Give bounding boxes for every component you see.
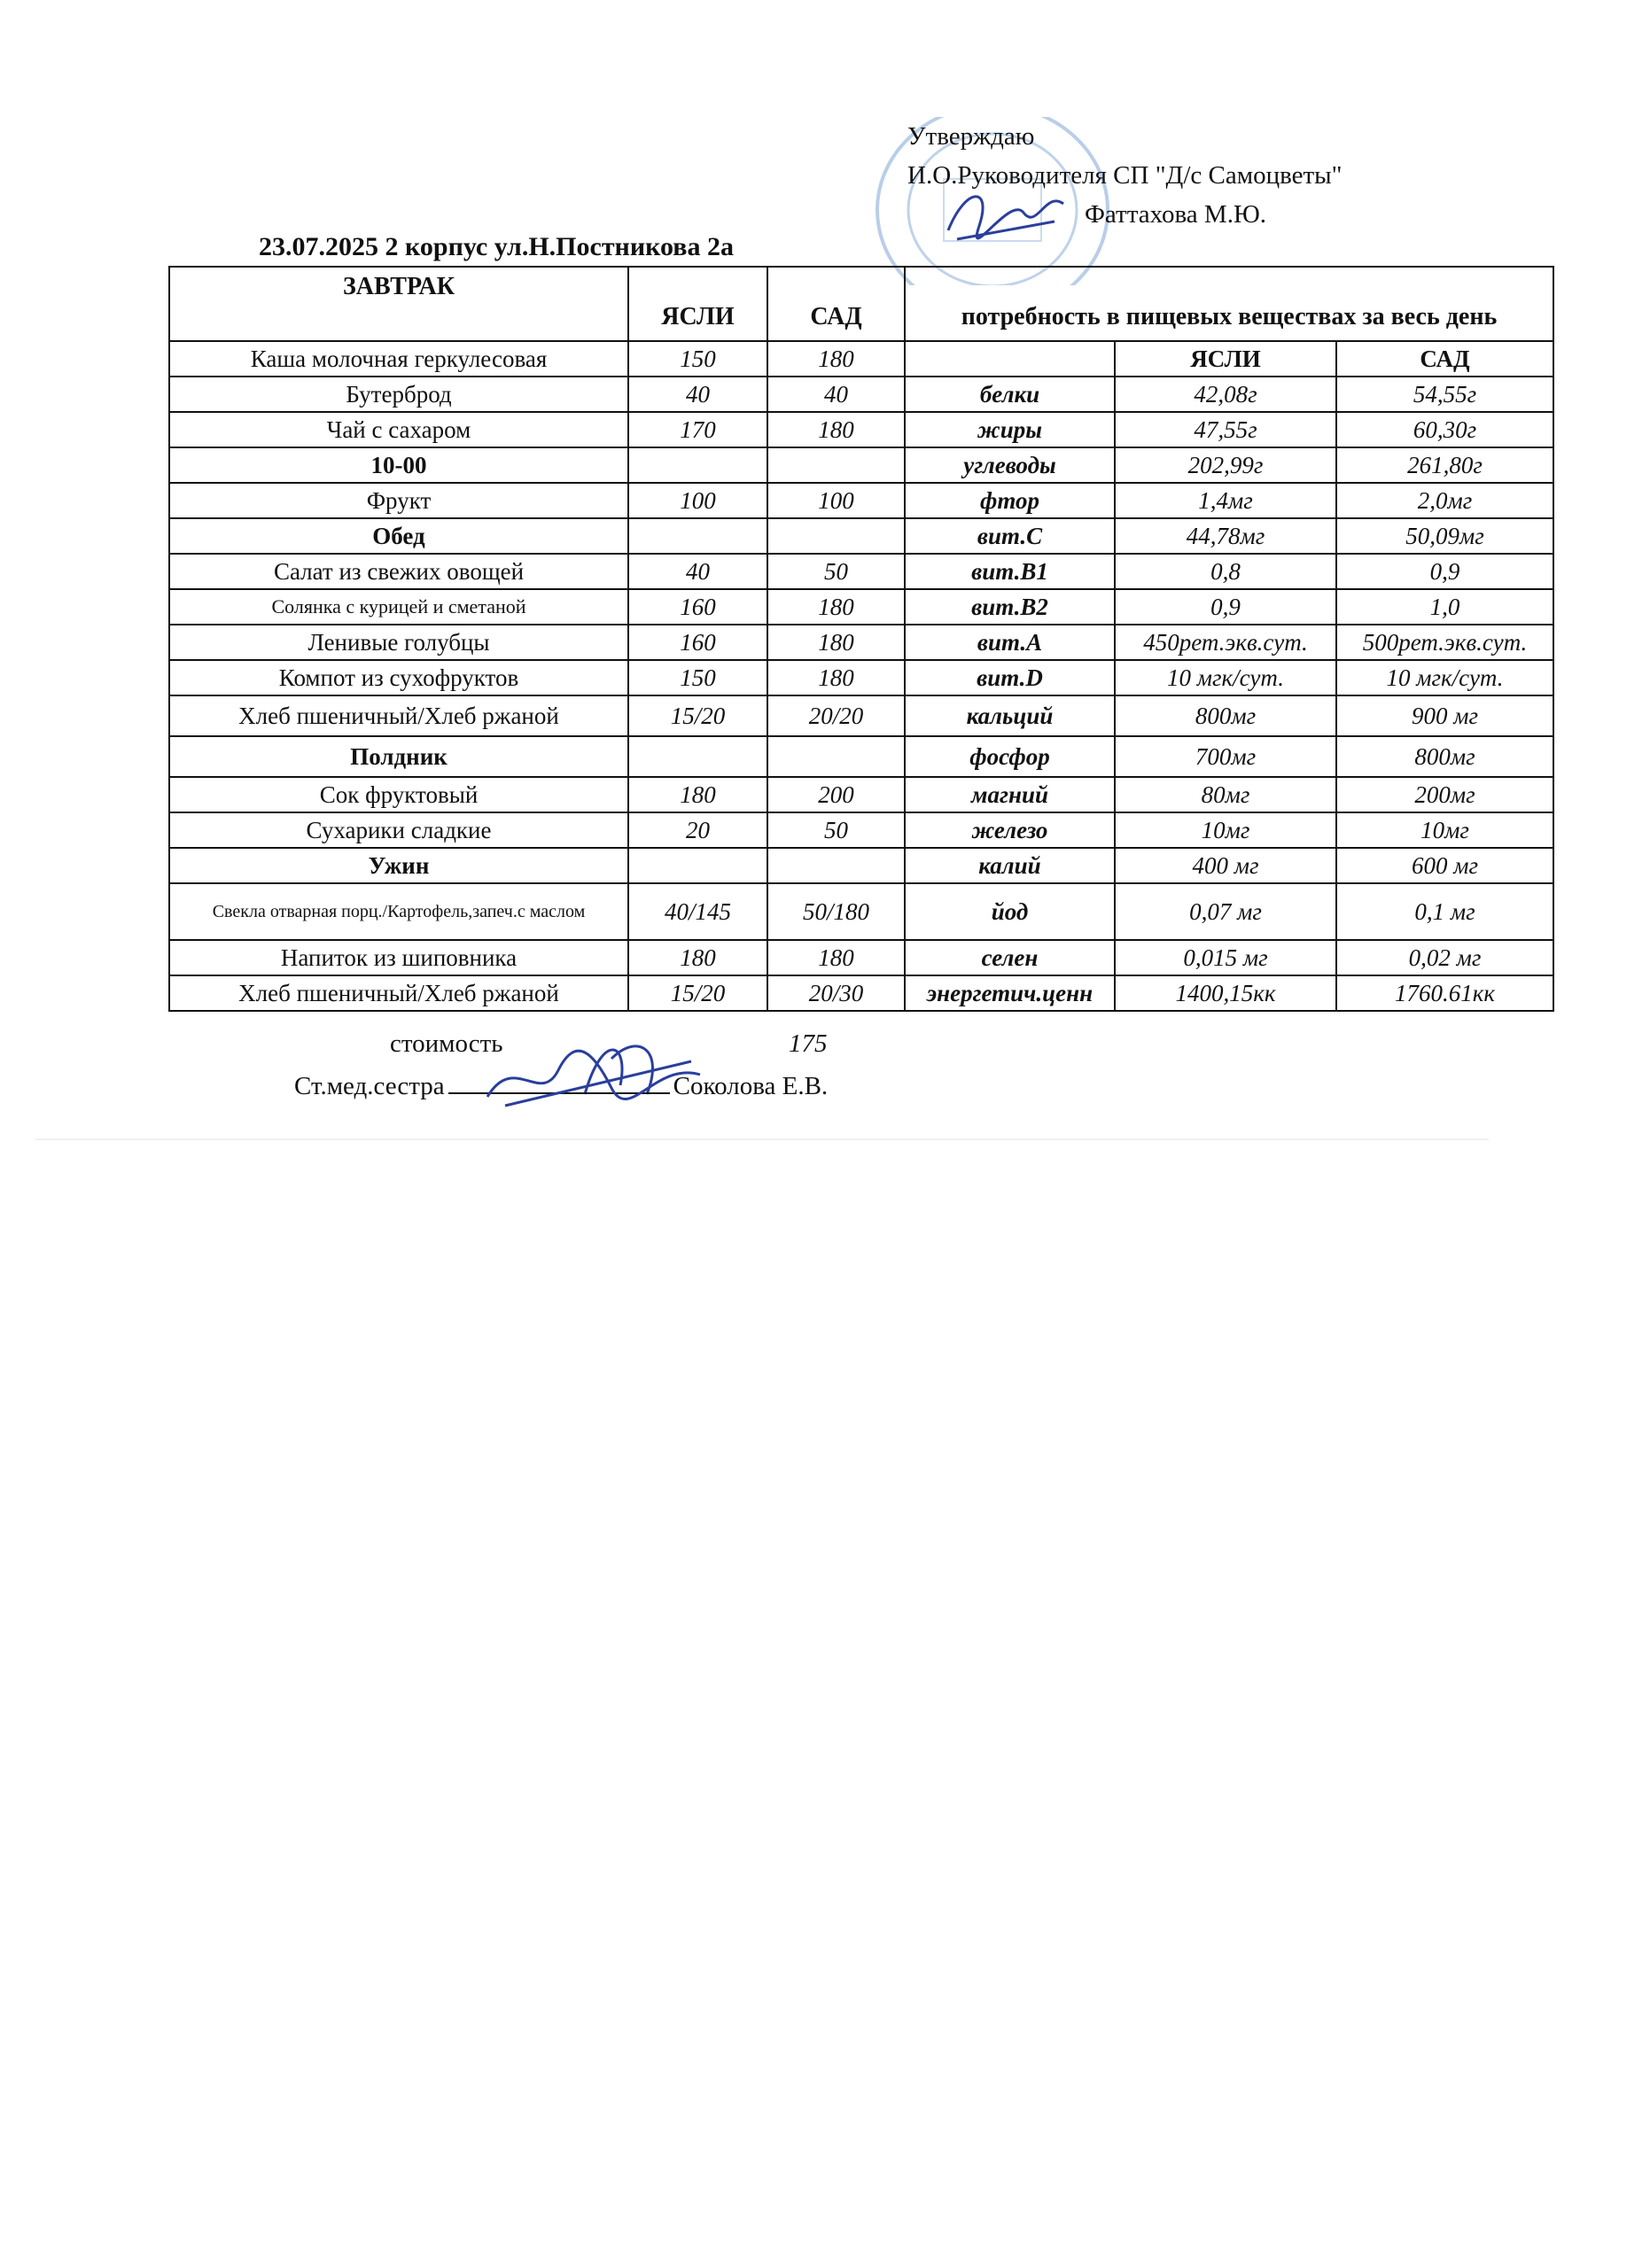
nutrient-garden-cell: 0,9 (1336, 554, 1553, 589)
nutrient-nursery-cell: 400 мг (1115, 848, 1336, 883)
nutrient-nursery-cell: 700мг (1115, 736, 1336, 777)
nutrient-cell: калий (905, 848, 1115, 883)
nutrient-garden-cell: 261,80г (1336, 447, 1553, 483)
nursery-cell: 150 (628, 341, 767, 377)
table-row (169, 660, 1553, 695)
dish-cell: Ленивые голубцы (169, 625, 628, 660)
approval-line2: И.О.Руководителя СП "Д/с Самоцветы" (907, 161, 1343, 190)
nurse-label: Ст.мед.сестра (294, 1072, 445, 1100)
nutrient-garden-cell: 10мг (1336, 812, 1553, 848)
nursery-cell: 40/145 (628, 883, 767, 940)
nursery-cell: 20 (628, 812, 767, 848)
table-row (169, 736, 1553, 777)
nutrient-nursery-cell: 10мг (1115, 812, 1336, 848)
page-title: 23.07.2025 2 корпус ул.Н.Постникова 2а (259, 232, 734, 261)
nutrient-cell: селен (905, 940, 1115, 975)
nutrient-nursery-cell: 42,08г (1115, 377, 1336, 412)
nursery-cell: 100 (628, 483, 767, 518)
nutrient-garden-cell: 200мг (1336, 777, 1553, 812)
header-needs: потребность в пищевых веществах за весь день (905, 267, 1553, 341)
nursery-cell: 40 (628, 554, 767, 589)
dish-cell: Бутерброд (169, 377, 628, 412)
nurse-signature (479, 1044, 709, 1115)
dish-cell: Обед (169, 518, 628, 554)
nutrient-nursery-cell: 0,8 (1115, 554, 1336, 589)
nutrient-garden-cell: 50,09мг (1336, 518, 1553, 554)
table-row (169, 483, 1553, 518)
nursery-cell: 15/20 (628, 695, 767, 736)
garden-cell: 50/180 (767, 883, 905, 940)
nutrient-nursery-cell: 1,4мг (1115, 483, 1336, 518)
nursery-cell: 180 (628, 940, 767, 975)
nutrient-nursery-cell: 10 мгк/сут. (1115, 660, 1336, 695)
table-header-row (169, 267, 1553, 341)
nutrient-cell: фтор (905, 483, 1115, 518)
garden-cell: 100 (767, 483, 905, 518)
dish-cell: Чай с сахаром (169, 412, 628, 447)
cost-value: 175 (789, 1029, 828, 1058)
approval-line1: Утверждаю (907, 122, 1035, 151)
nutrient-nursery-cell: 0,015 мг (1115, 940, 1336, 975)
dish-cell: Сок фруктовый (169, 777, 628, 812)
nursery-cell: 160 (628, 589, 767, 625)
table-row (169, 412, 1553, 447)
nursery-cell (628, 848, 767, 883)
dish-cell: Хлеб пшеничный/Хлеб ржаной (169, 975, 628, 1011)
nursery-cell: 160 (628, 625, 767, 660)
nutrient-cell: железо (905, 812, 1115, 848)
garden-cell: 180 (767, 625, 905, 660)
nutrient-garden-cell: 900 мг (1336, 695, 1553, 736)
scan-fold-line (35, 1138, 1489, 1140)
table-row (169, 518, 1553, 554)
nutrient-cell (905, 341, 1115, 377)
garden-cell: 40 (767, 377, 905, 412)
nutrient-cell: магний (905, 777, 1115, 812)
nursery-cell (628, 447, 767, 483)
garden-cell (767, 447, 905, 483)
garden-cell: 180 (767, 341, 905, 377)
dish-cell: Сухарики сладкие (169, 812, 628, 848)
nutrient-cell: йод (905, 883, 1115, 940)
table-row (169, 377, 1553, 412)
nutrient-garden-cell: 54,55г (1336, 377, 1553, 412)
nutrient-cell: вит.В2 (905, 589, 1115, 625)
nursery-cell (628, 736, 767, 777)
table-row (169, 940, 1553, 975)
nutrient-cell: белки (905, 377, 1115, 412)
header-garden: САД (767, 267, 905, 341)
garden-cell: 50 (767, 554, 905, 589)
approval-line3: Фаттахова М.Ю. (1085, 200, 1267, 229)
table-row (169, 695, 1553, 736)
nutrient-cell: вит.А (905, 625, 1115, 660)
nursery-cell (628, 518, 767, 554)
header-nursery: ЯСЛИ (628, 267, 767, 341)
nursery-cell: 15/20 (628, 975, 767, 1011)
nutrient-nursery-cell: 800мг (1115, 695, 1336, 736)
garden-cell (767, 736, 905, 777)
garden-cell: 50 (767, 812, 905, 848)
nutrient-cell: кальций (905, 695, 1115, 736)
nutrient-garden-cell: 0,02 мг (1336, 940, 1553, 975)
menu-table (168, 266, 1554, 1012)
nutrient-cell: фосфор (905, 736, 1115, 777)
table-row (169, 975, 1553, 1011)
dish-cell: Свекла отварная порц./Картофель,запеч.с маслом (169, 883, 628, 940)
dish-cell: Салат из свежих овощей (169, 554, 628, 589)
nutrient-garden-cell: 1,0 (1336, 589, 1553, 625)
nursery-cell: 40 (628, 377, 767, 412)
table-row (169, 883, 1553, 940)
garden-cell: 200 (767, 777, 905, 812)
garden-cell: 180 (767, 660, 905, 695)
nutrient-nursery-cell: 202,99г (1115, 447, 1336, 483)
garden-cell: 20/20 (767, 695, 905, 736)
table-row (169, 625, 1553, 660)
dish-cell: Напиток из шиповника (169, 940, 628, 975)
nutrient-garden-cell: 2,0мг (1336, 483, 1553, 518)
nutrient-nursery-cell: 450рет.экв.сут. (1115, 625, 1336, 660)
header-meal: ЗАВТРАК (169, 267, 628, 341)
garden-cell (767, 848, 905, 883)
nutrient-nursery-cell: 0,9 (1115, 589, 1336, 625)
nutrient-cell: вит.С (905, 518, 1115, 554)
nutrient-garden-cell: 1760.61кк (1336, 975, 1553, 1011)
nurse-name: Соколова Е.В. (673, 1072, 829, 1100)
dish-cell: Каша молочная геркулесовая (169, 341, 628, 377)
table-row (169, 848, 1553, 883)
table-row (169, 812, 1553, 848)
nutrient-garden-cell: 10 мгк/сут. (1336, 660, 1553, 695)
nursery-cell: 150 (628, 660, 767, 695)
nutrient-cell: вит.D (905, 660, 1115, 695)
nutrient-garden-cell: 0,1 мг (1336, 883, 1553, 940)
nutrient-garden-cell: 600 мг (1336, 848, 1553, 883)
nutrient-cell: жиры (905, 412, 1115, 447)
dish-cell: 10-00 (169, 447, 628, 483)
nursery-cell: 180 (628, 777, 767, 812)
nutrient-nursery-cell: 80мг (1115, 777, 1336, 812)
nutrient-nursery-cell: ЯСЛИ (1115, 341, 1336, 377)
dish-cell: Солянка с курицей и сметаной (169, 589, 628, 625)
nutrient-nursery-cell: 0,07 мг (1115, 883, 1336, 940)
table-row (169, 589, 1553, 625)
nutrient-nursery-cell: 1400,15кк (1115, 975, 1336, 1011)
nutrient-nursery-cell: 44,78мг (1115, 518, 1336, 554)
garden-cell: 180 (767, 589, 905, 625)
nutrient-garden-cell: 800мг (1336, 736, 1553, 777)
garden-cell: 180 (767, 940, 905, 975)
table-row (169, 447, 1553, 483)
table-row (169, 554, 1553, 589)
cost-label: стоимость (390, 1029, 503, 1058)
nutrient-cell: энергетич.ценн (905, 975, 1115, 1011)
dish-cell: Хлеб пшеничный/Хлеб ржаной (169, 695, 628, 736)
garden-cell (767, 518, 905, 554)
table-row (169, 777, 1553, 812)
nutrient-garden-cell: САД (1336, 341, 1553, 377)
garden-cell: 20/30 (767, 975, 905, 1011)
dish-cell: Полдник (169, 736, 628, 777)
dish-cell: Ужин (169, 848, 628, 883)
nutrient-cell: вит.В1 (905, 554, 1115, 589)
dish-cell: Компот из сухофруктов (169, 660, 628, 695)
director-signature (939, 177, 1072, 257)
dish-cell: Фрукт (169, 483, 628, 518)
nursery-cell: 170 (628, 412, 767, 447)
nutrient-garden-cell: 500рет.экв.сут. (1336, 625, 1553, 660)
nutrient-garden-cell: 60,30г (1336, 412, 1553, 447)
table-row (169, 341, 1553, 377)
nutrient-cell: углеводы (905, 447, 1115, 483)
garden-cell: 180 (767, 412, 905, 447)
nutrient-nursery-cell: 47,55г (1115, 412, 1336, 447)
